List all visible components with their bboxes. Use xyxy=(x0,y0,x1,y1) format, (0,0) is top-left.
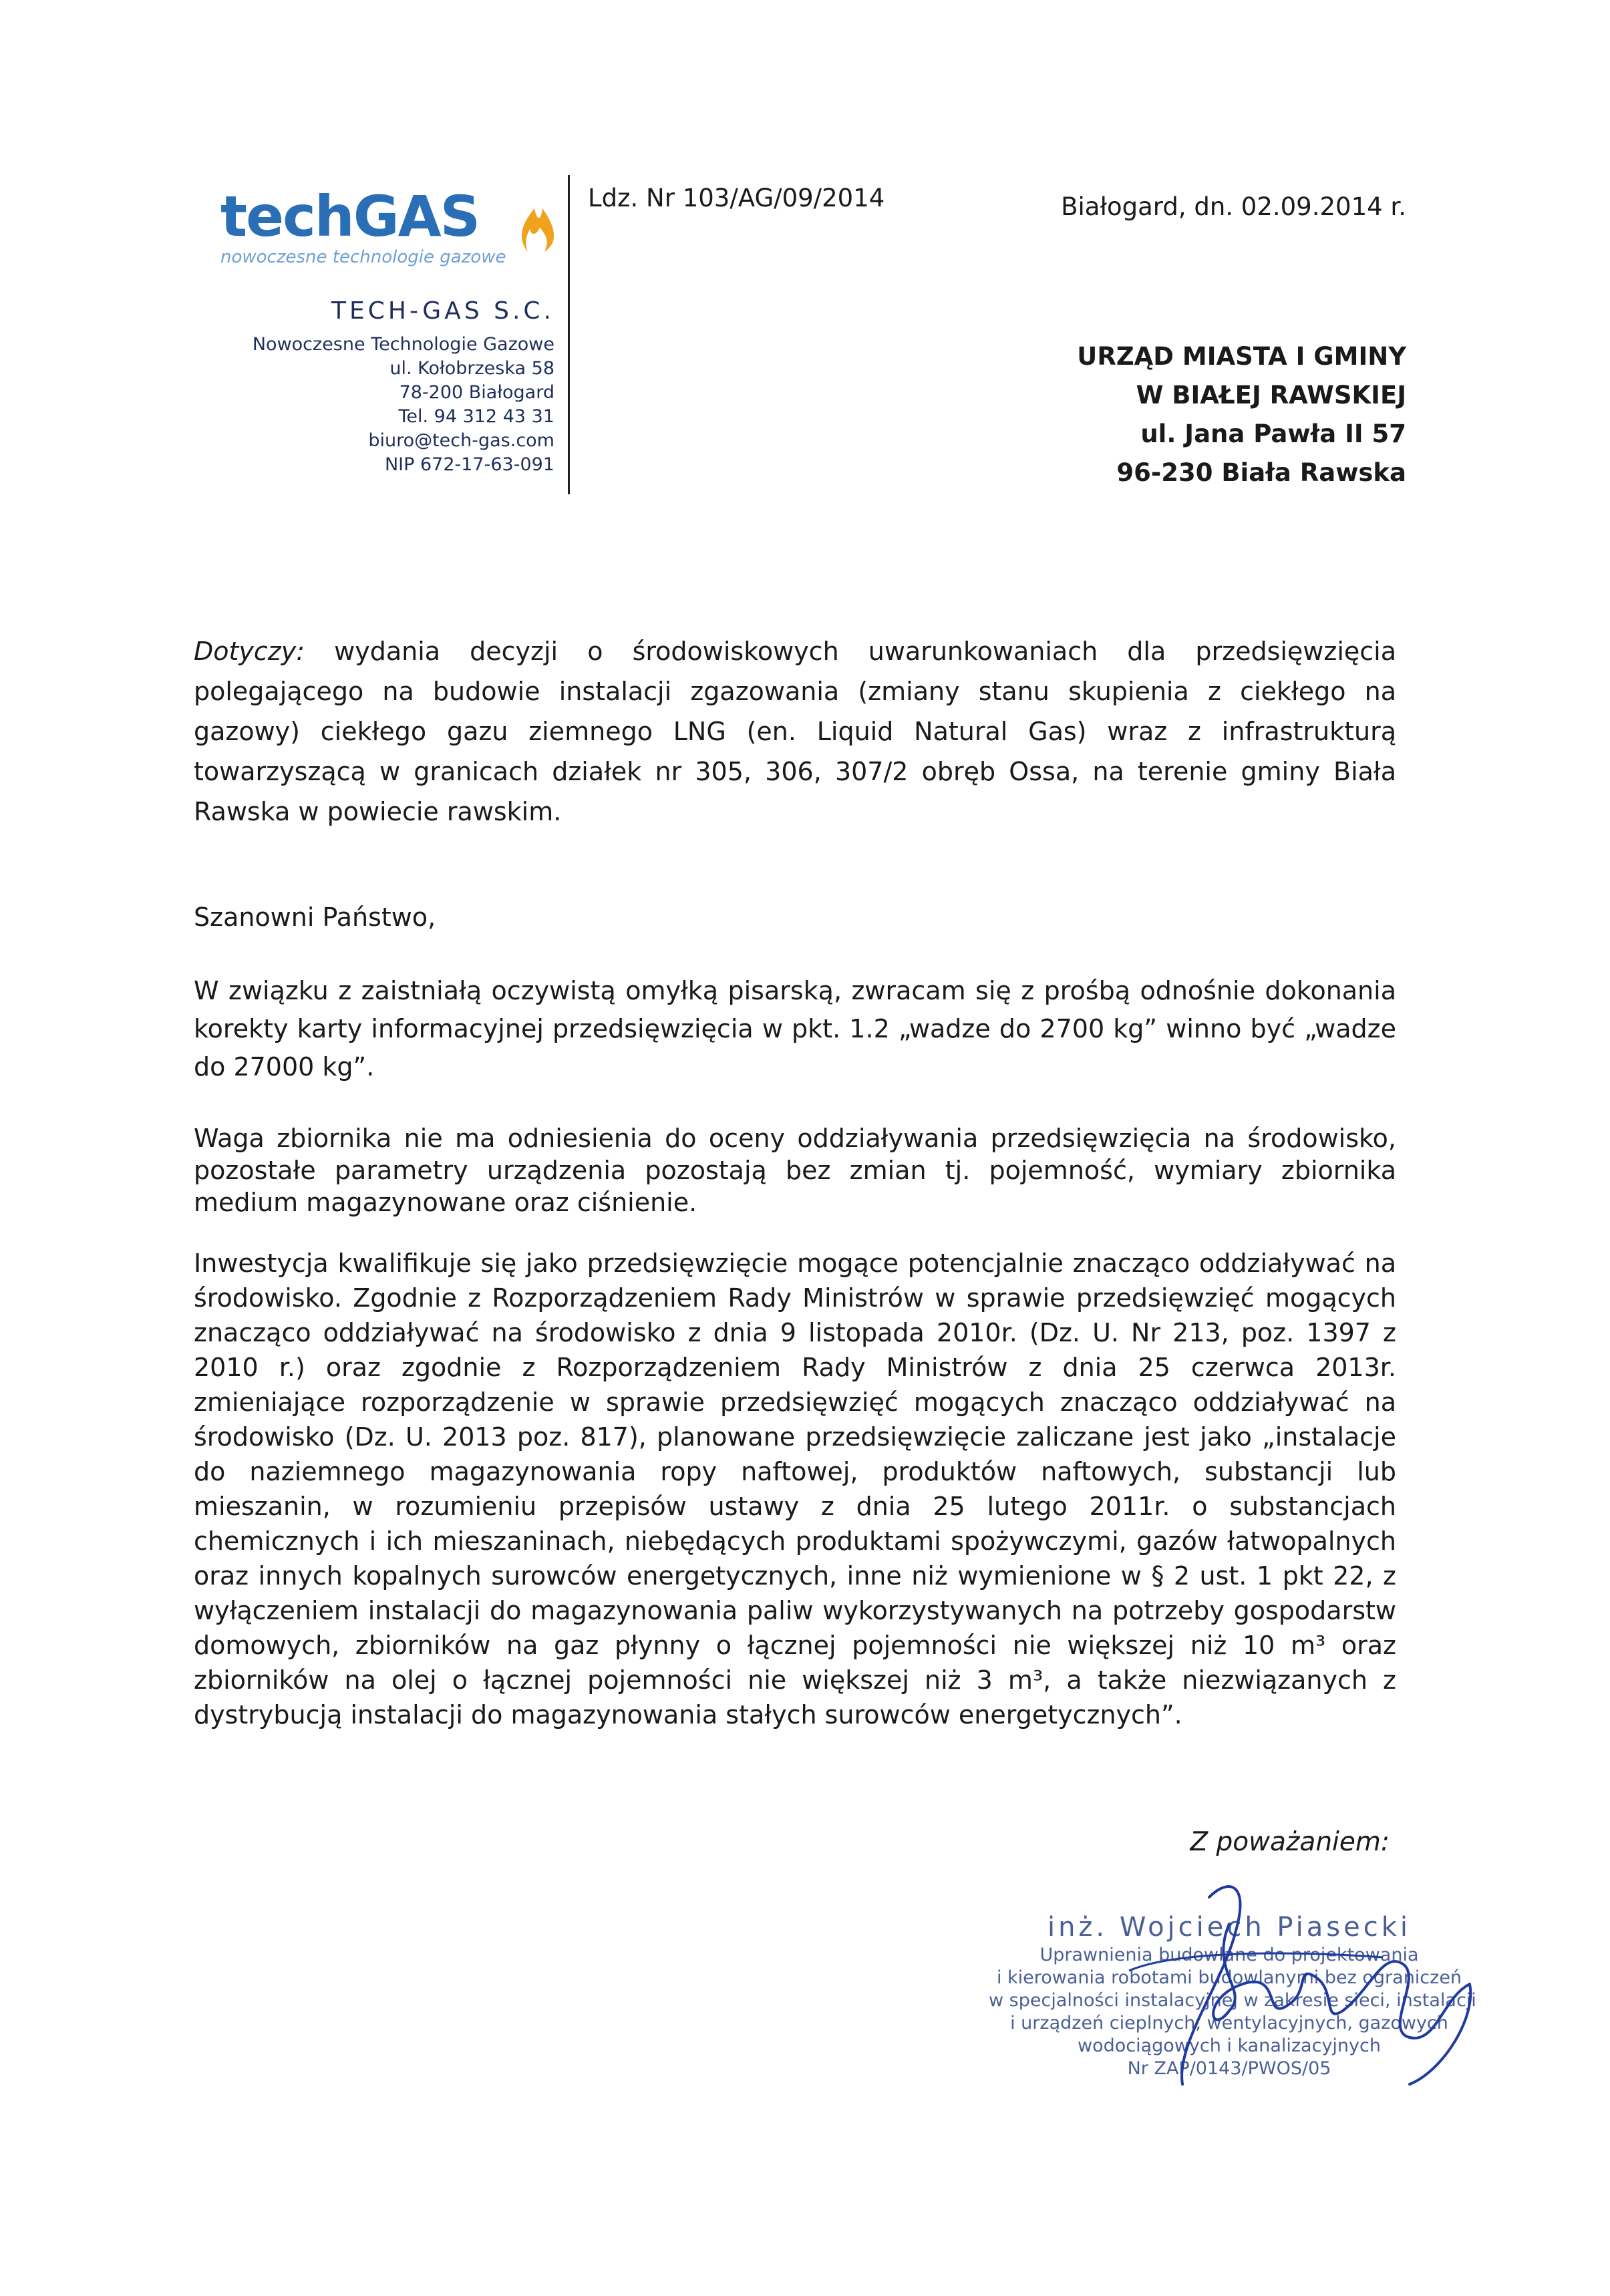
salutation: Szanowni Państwo, xyxy=(194,903,436,932)
stamp-line: w specjalności instalacyjnej w zakresie sieci, instalacji xyxy=(989,1990,1476,2011)
stamp-line: i urządzeń cieplnych, wentylacyjnych, gazowych xyxy=(1010,2013,1448,2033)
logo-brand-gas: GAS xyxy=(353,184,480,249)
stamp-line: wodociągowych i kanalizacyjnych xyxy=(1078,2035,1381,2056)
company-phone: Tel. 94 312 43 31 xyxy=(398,406,554,427)
reference-number: Ldz. Nr 103/AG/09/2014 xyxy=(588,184,885,212)
addressee-line: W BIAŁEJ RAWSKIEJ xyxy=(1136,381,1406,409)
body-paragraph-1: W związku z zaistniałą oczywistą omyłką pisarską, zwracam się z prośbą odnośnie dokonania korekty karty informacyjnej przedsięwzięcia w pkt. 1.2 „wadze do 2700 kg” winno być „wadze do 27000 kg”. xyxy=(194,976,1396,1082)
header-divider xyxy=(568,175,570,494)
company-address-street: ul. Kołobrzeska 58 xyxy=(389,358,554,379)
company-address-city: 78-200 Białogard xyxy=(399,382,554,403)
stamp-number: Nr ZAP/0143/PWOS/05 xyxy=(1127,2058,1331,2079)
subject-label: Dotyczy: xyxy=(194,637,305,666)
addressee-line: 96-230 Biała Rawska xyxy=(1116,458,1406,487)
logo-wordmark xyxy=(220,184,480,249)
addressee-block xyxy=(1077,337,1406,492)
addressee-line: URZĄD MIASTA I GMINY xyxy=(1077,342,1406,371)
handwritten-signature xyxy=(1009,1870,1490,2098)
subject-paragraph xyxy=(194,631,1396,832)
addressee-line: ul. Jana Pawła II 57 xyxy=(1140,420,1406,448)
subject-text: wydania decyzji o środowiskowych uwarunkowaniach dla przedsięwzięcia polegającego na budowie instalacji zgazowania (zmiany stanu skupienia z ciekłego na gazowy) ciekłego gazu ziemnego LNG (en. Liquid Natural Gas) wraz z infrastrukturą towarzyszącą w granicach działek nr 305, 306, 307/2 obręb Ossa, na terenie gminy Biała Rawska w powiecie rawskim. xyxy=(194,637,1396,826)
stamp-name: inż. Wojciech Piasecki xyxy=(1047,1912,1412,1943)
logo-tagline: nowoczesne technologie gazowe xyxy=(220,247,506,267)
place-date: Białogard, dn. 02.09.2014 r. xyxy=(1061,192,1406,221)
body-paragraph-2: Waga zbiornika nie ma odniesienia do oceny oddziaływania przedsięwzięcia na środowisko, pozostałe parametry urządzenia pozostają bez zmian tj. pojemność, wymiary zbiornika medium magazynowane oraz ciśnienie. xyxy=(194,1124,1396,1217)
flame-icon xyxy=(514,188,561,255)
company-logo xyxy=(220,184,554,269)
company-nip: NIP 672-17-63-091 xyxy=(384,454,554,475)
company-email: biuro@tech-gas.com xyxy=(368,430,554,451)
closing: Z poważaniem: xyxy=(1190,1827,1390,1857)
company-details xyxy=(253,297,554,477)
stamp-line: Uprawnienia budowlane do projektowania xyxy=(1039,1945,1419,1965)
company-line: Nowoczesne Technologie Gazowe xyxy=(252,334,554,355)
company-name: TECH-GAS S.C. xyxy=(331,297,554,325)
body-paragraph-3: Inwestycja kwalifikuje się jako przedsięwzięcie mogące potencjalnie znacząco oddziaływać na środowisko. Zgodnie z Rozporządzeniem Rady Ministrów w sprawie przedsięwzięć mogących znacząco oddziaływać na środowisko z dnia 9 listopada 2010r. (Dz. U. Nr 213, poz. 1397 z 2010 r.) oraz zgodnie z Rozporządzeniem Rady Ministrów z dnia 25 czerwca 2013r. zmieniające rozporządzenie w sprawie przedsięwzięć mogących znacząco oddziaływać na środowisko (Dz. U. 2013 poz. 817), planowane przedsięwzięcie zaliczane jest jako „instalacje do naziemnego magazynowania ropy naftowej, produktów naftowych, substancji lub mieszanin, w rozumieniu przepisów ustawy z dnia 25 lutego 2011r. o substancjach chemicznych i ich mieszaninach, niebędących produktami spożywczymi, gazów łatwopalnych oraz innych kopalnych surowców energetycznych, inne niż wymienione w § 2 ust. 1 pkt 22, z wyłączeniem instalacji do magazynowania paliw wykorzystywanych na potrzeby gospodarstw domowych, zbiorników na gaz płynny o łącznej pojemności nie większej niż 10 m³ oraz zbiorników na olej o łącznej pojemności nie większej niż 3 m³, a także niezwiązanych z dystrybucją instalacji do magazynowania stałych surowców energetycznych”. xyxy=(194,1249,1396,1730)
stamp-line: i kierowania robotami budowlanymi bez ograniczeń xyxy=(996,1967,1462,1988)
logo-brand-tech: tech xyxy=(220,184,353,249)
